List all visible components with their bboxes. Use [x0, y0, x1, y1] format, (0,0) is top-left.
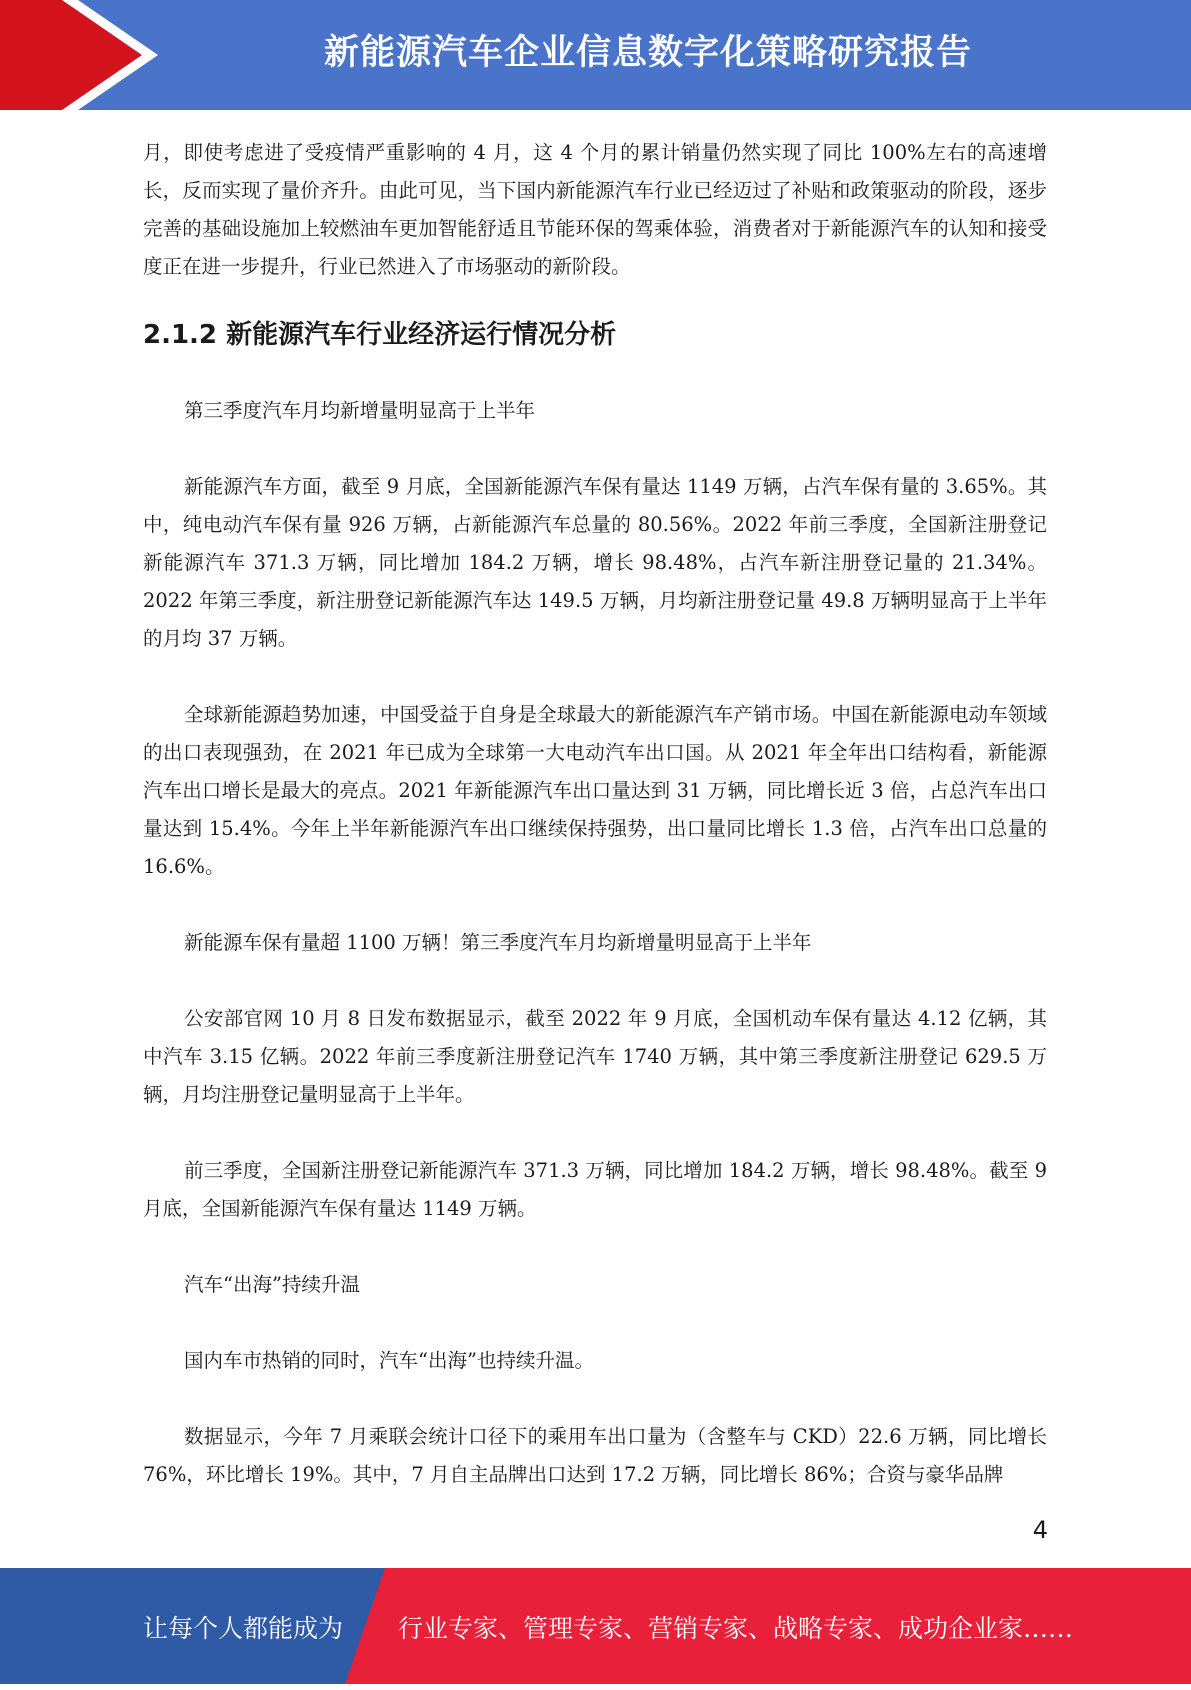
- paragraph-ministry-data: 公安部官网 10 月 8 日发布数据显示，截至 2022 年 9 月底，全国机动车保有量达 4.12 亿辆，其中汽车 3.15 亿辆。2022 年前三季度新注册登记汽车 1740 万辆，其中第三季度新注册登记 629.5 万辆，月均注册登记量明显高于上半年。: [143, 1007, 1047, 1106]
- paragraph-global-trend: 全球新能源趋势加速，中国受益于自身是全球最大的新能源汽车产销市场。中国在新能源电动车领域的出口表现强劲，在 2021 年已成为全球第一大电动汽车出口国。从 2021 年全年出口结构看，新能源汽车出口增长是最大的亮点。2021 年新能源汽车出口量达到 31 万辆，同比增长近 3 倍，占总汽车出口量达到 15.4%。今年上半年新能源汽车出口继续保持强势，出口量同比增长 1.3 倍，占汽车出口总量的 16.6%。: [143, 703, 1047, 878]
- footer-banner: [0, 1568, 1191, 1684]
- paragraph-headline-1100: 新能源车保有量超 1100 万辆！第三季度汽车月均新增量明显高于上半年: [184, 931, 812, 954]
- paragraph-q1-q3-registrations: 前三季度，全国新注册登记新能源汽车 371.3 万辆，同比增加 184.2 万辆，增长 98.48%。截至 9 月底，全国新能源汽车保有量达 1149 万辆。: [143, 1159, 1047, 1220]
- paragraph-continued: 月，即使考虑进了受疫情严重影响的 4 月，这 4 个月的累计销量仍然实现了同比 100%左右的高速增长，反而实现了量价齐升。由此可见，当下国内新能源汽车行业已经迈过了补贴和政策驱动的阶段，逐步完善的基础设施加上较燃油车更加智能舒适且节能环保的驾乘体验，消费者对于新能源汽车的认知和接受度正在进一步提升，行业已然进入了市场驱动的新阶段。: [143, 141, 1047, 278]
- paragraph-subtitle-export: 汽车“出海”持续升温: [184, 1273, 360, 1296]
- report-title: 新能源汽车企业信息数字化策略研究报告: [323, 33, 972, 73]
- section-heading: 2.1.2 新能源汽车行业经济运行情况分析: [143, 320, 617, 350]
- header-banner: [0, 0, 1191, 110]
- paragraph-export-data: 数据显示，今年 7 月乘联会统计口径下的乘用车出口量为（含整车与 CKD）22.6 万辆，同比增长 76%，环比增长 19%。其中，7 月自主品牌出口达到 17.2 万辆，同比增长 86%；合资与豪华品牌: [143, 1425, 1047, 1486]
- footer-slogan-left: 让每个人都能成为: [143, 1614, 344, 1643]
- paragraph-export-intro: 国内车市热销的同时，汽车“出海”也持续升温。: [184, 1349, 594, 1372]
- footer-slogan-right: 行业专家、管理专家、营销专家、战略专家、成功企业家……: [398, 1614, 1074, 1643]
- document-body: [143, 134, 1047, 1494]
- paragraph-nev-ownership: 新能源汽车方面，截至 9 月底，全国新能源汽车保有量达 1149 万辆，占汽车保有量的 3.65%。其中，纯电动汽车保有量 926 万辆，占新能源汽车总量的 80.56%。2022 年前三季度，全国新注册登记新能源汽车 371.3 万辆，同比增加 184.2 万辆，增长 98.48%，占汽车新注册登记量的 21.34%。2022 年第三季度，新注册登记新能源汽车达 149.5 万辆，月均新注册登记量 49.8 万辆明显高于上半年的月均 37 万辆。: [143, 475, 1047, 650]
- page-number: 4: [1032, 1516, 1048, 1544]
- paragraph-subtitle-q3: 第三季度汽车月均新增量明显高于上半年: [184, 399, 536, 422]
